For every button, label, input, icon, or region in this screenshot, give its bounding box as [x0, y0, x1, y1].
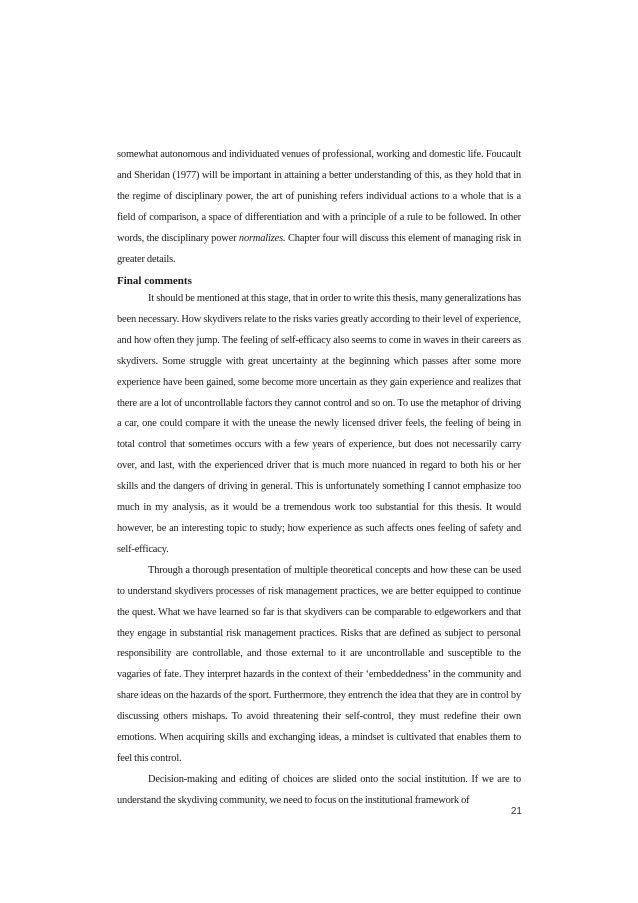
page-number: 21 [510, 806, 522, 817]
body-paragraph-1: It should be mentioned at this stage, that in order to write this thesis, many generalizations has been necessary. How skydivers relate to the risks varies greatly according to their level of experience, and how often they jump. The feeling of self-efficacy also seems to come in waves in their careers as skydivers. Some struggle with great uncertainty at the beginning which passes after some more experience have been gained, some become more uncertain as they gain experience and realizes that there are a lot of uncontrollable factors they cannot control and so on. To use the metaphor of driving a car, one could compare it with the unease the newly licensed driver feels, the feeling of being in total control that sometimes occurs with a few years of experience, but does not necessarily carry over, and last, with the experienced driver that is much more nuanced in regard to both his or her skills and the dangers of driving in general. This is unfortunately something I cannot emphasize too much in my analysis, as it would be a tremendous work too substantial for this thesis. It would however, be an interesting topic to study; how experience as such affects ones feeling of safety and self-efficacy. [117, 293, 521, 555]
opening-paragraph [117, 145, 521, 270]
body-paragraph-2: Through a thorough presentation of multiple theoretical concepts and how these can be used to understand skydivers processes of risk management practices, we are better equipped to continue the quest. What we have learned so far is that skydivers can be comparable to edgeworkers and that they engage in substantial risk management practices. Risks that are defined as subject to personal responsibility are controllable, and those external to it are uncontrollable and susceptible to the vagaries of fate. They interpret hazards in the context of their ‘embeddedness’ in the community and share ideas on the hazards of the sport. Furthermore, they entrench the idea that they are in control by discussing others mishaps. To avoid threatening their self-control, they must redefine their own emotions. When acquiring skills and exchanging ideas, a mindset is cultivated that enables them to feel this control. [117, 564, 521, 764]
section-heading: Final comments [117, 275, 192, 287]
section-body [117, 289, 521, 812]
opening-paragraph-text-end: Chapter four will discuss this element of managing risk in greater details. [117, 232, 521, 265]
body-paragraph-3: Decision-making and editing of choices are slided onto the social institution. If we are to understand the skydiving community, we need to focus on the institutional framework of [117, 773, 521, 806]
emphasized-word: normalizes. [238, 232, 286, 244]
opening-paragraph-text: somewhat autonomous and individuated venues of professional, working and domestic life. Foucault and Sheridan (1977) will be important in attaining a better understanding of this, as they hold that in the regime of disciplinary power, the art of punishing refers individual actions to a whole that is a field of comparison, a space of differentiation and with a principle of a rule to be followed. In other words, the disciplinary power [117, 149, 521, 244]
